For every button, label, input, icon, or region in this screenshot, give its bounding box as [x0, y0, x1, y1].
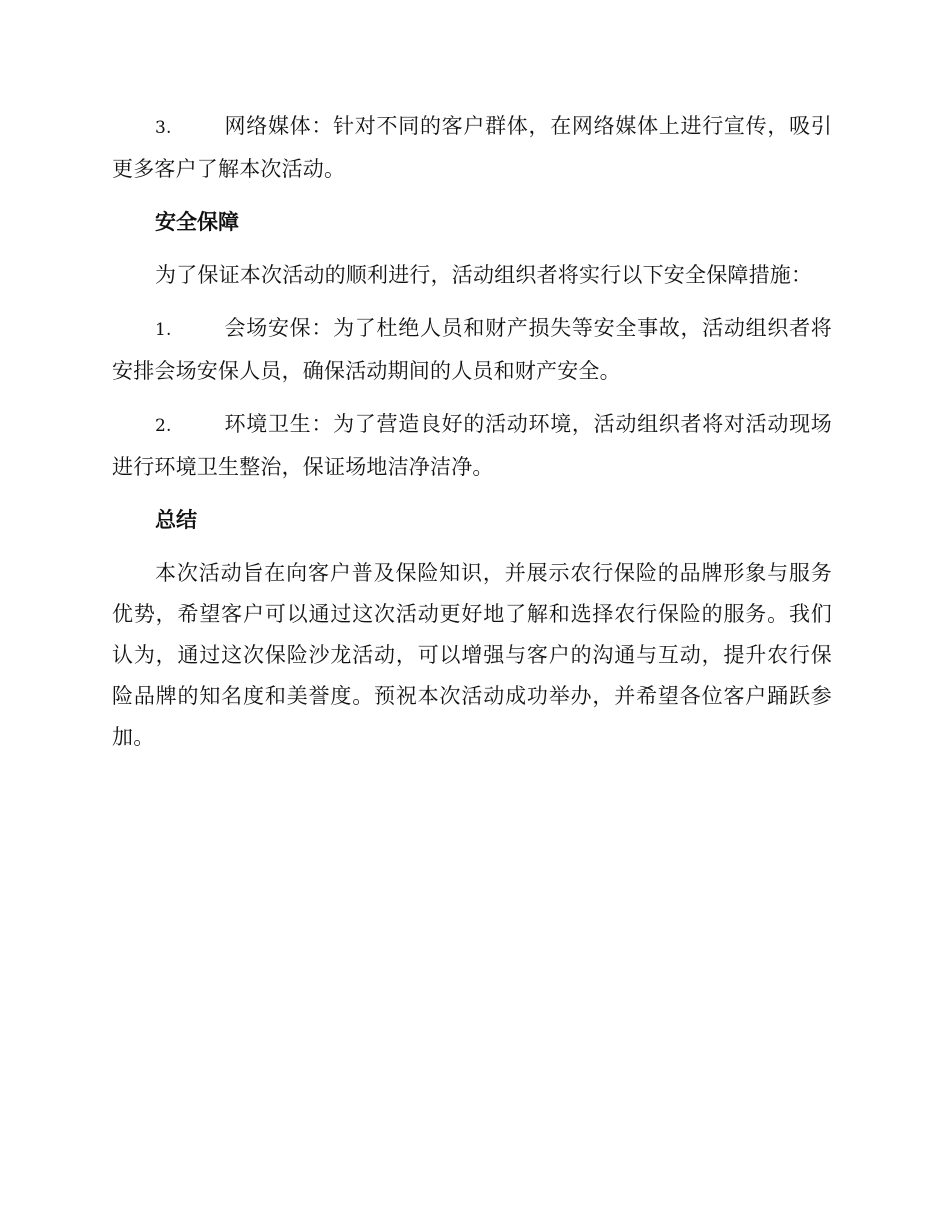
list-number: 3.	[155, 118, 172, 138]
list-item-environment-hygiene	[112, 404, 832, 488]
list-item-text: 网络媒体：针对不同的客户群体，在网络媒体上进行宣传，吸引更多客户了解本次活动。	[112, 114, 832, 181]
section-heading-summary: 总结	[155, 508, 197, 532]
security-intro-paragraph: 为了保证本次活动的顺利进行，活动组织者将实行以下安全保障措施：	[155, 263, 813, 287]
list-number: 2.	[155, 416, 172, 436]
list-number: 1.	[155, 320, 172, 340]
section-heading-security: 安全保障	[155, 210, 239, 234]
list-item-network-media	[112, 106, 832, 190]
summary-paragraph: 本次活动旨在向客户普及保险知识，并展示农行保险的品牌形象与服务优势，希望客户可以通过这次活动更好地了解和选择农行保险的服务。我们认为，通过这次保险沙龙活动，可以增强与客户的沟通与互动，提升农行保险品牌的知名度和美誉度。预祝本次活动成功举办，并希望各位客户踊跃参加。	[112, 561, 832, 749]
list-item-venue-security	[112, 308, 832, 392]
document-page	[112, 106, 832, 770]
list-item-text: 环境卫生：为了营造良好的活动环境，活动组织者将对活动现场进行环境卫生整治，保证场地洁净洁净。	[112, 412, 832, 479]
list-item-text: 会场安保：为了杜绝人员和财产损失等安全事故，活动组织者将安排会场安保人员，确保活动期间的人员和财产安全。	[112, 316, 832, 383]
